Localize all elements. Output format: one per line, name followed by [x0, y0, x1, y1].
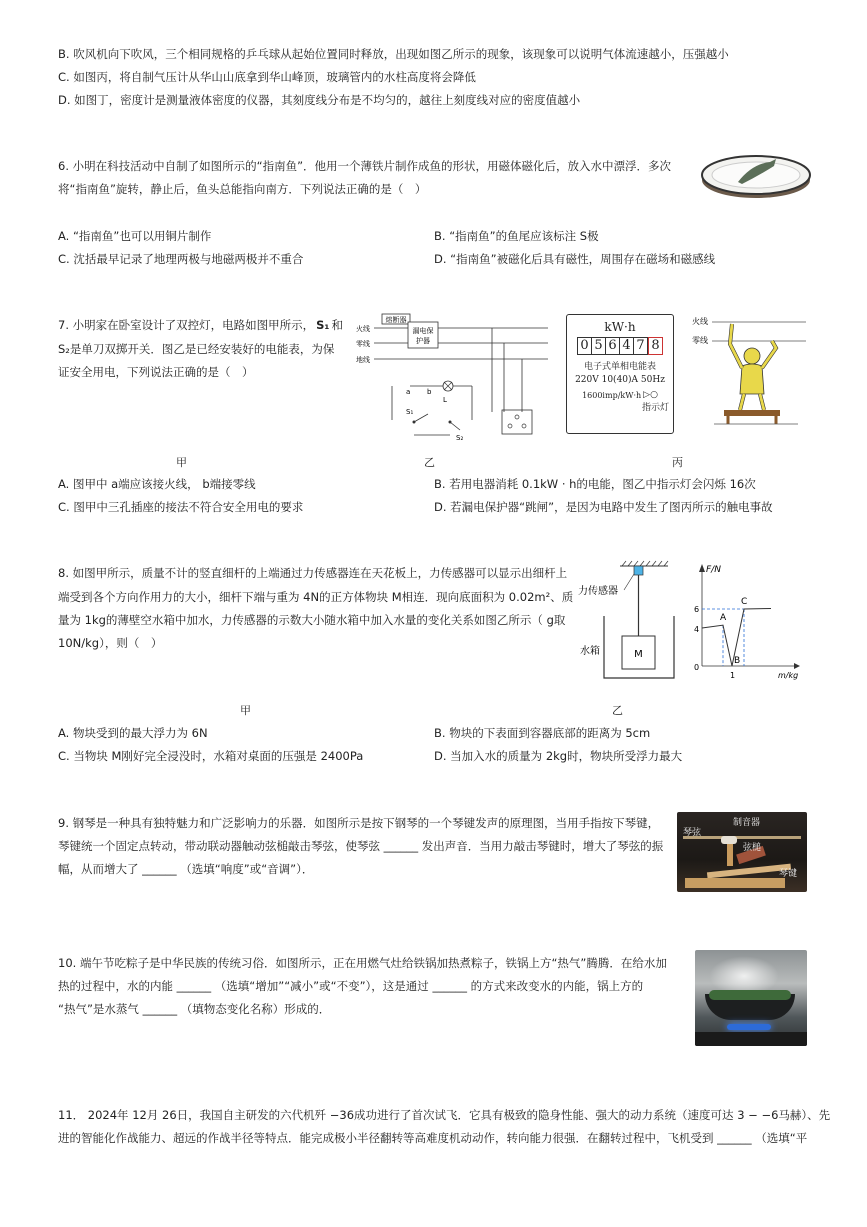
q6-option-a: A. “指南鱼”也可以用铜片制作	[58, 229, 212, 243]
wooden-stool	[724, 410, 780, 416]
q6-option-d: D. “指南鱼”被磁化后具有磁性，周围存在磁场和磁感线	[434, 252, 716, 266]
x-tick-label: 1	[730, 671, 736, 680]
q8-option-b: B. 物块的下表面到容器底部的距离为 5cm	[434, 726, 651, 740]
q8-stem-line1: 8. 如图甲所示，质量不计的竖直细杆的上端通过力传感器连在天花板上，力传感器可以显示出细杆上	[58, 566, 568, 580]
svg-text:火线: 火线	[692, 317, 708, 326]
q10-stem-line3: “热气”是水蒸气 ______ （填物态变化名称）形成的．	[58, 1002, 331, 1016]
electric-shock-figure-bing	[690, 312, 808, 426]
meter-digit-decimal: 8	[648, 337, 663, 355]
q5-option-d: D. 如图丁，密度计是测量液体密度的仪器，其刻度线分布是不均匀的，越往上刻度线对应的密度值越小	[58, 93, 581, 107]
q6-stem-line2: 将“指南鱼”旋转，静止后，鱼头总能指向南方．下列说法正确的是（ ）	[58, 182, 427, 196]
meter-name: 电子式单相电能表	[583, 362, 656, 372]
q10-stem-line1: 10. 端午节吃粽子是中华民族的传统习俗．如图所示，正在用燃气灶给铁锅加热煮粽子，铁锅上方“热气”腾腾．在给水加	[58, 956, 667, 970]
indicator-arrow-icon: ▷○	[643, 390, 658, 400]
svg-text:熔断器: 熔断器	[385, 316, 407, 324]
svg-text:漏电保: 漏电保	[412, 327, 434, 335]
person-head	[744, 348, 760, 364]
q7-option-b: B. 若用电器消耗 0.1kW · h的电能，图乙中指示灯会闪烁 16次	[434, 477, 756, 491]
point-label: A	[720, 613, 727, 624]
svg-text:力传感器: 力传感器	[578, 586, 618, 597]
q8-option-a: A. 物块受到的最大浮力为 6N	[58, 726, 208, 740]
label-damper: 制音器	[733, 818, 761, 828]
q7-caption-jia: 甲	[176, 456, 187, 469]
meter-digit: 6	[606, 337, 620, 355]
q7-caption-bing: 丙	[672, 456, 683, 469]
q6-option-c: C. 沈括最早记录了地理两极与地磁两极并不重合	[58, 252, 304, 266]
q11-stem-line1: 11． 2024年 12月 26日，我国自主研发的六代机歼 −36成功进行了首次试飞．它具有极致的隐身性能、强大的动力系统（速度可达 3 − −6马赫）、先	[58, 1108, 831, 1122]
point-label: B	[734, 656, 741, 666]
force-sensor-tank-figure-jia	[576, 560, 682, 684]
svg-text:地线: 地线	[356, 356, 370, 364]
q7-stem-line2: S₂是单刀双掷开关．图乙是已经安装好的电能表，为保	[58, 342, 335, 356]
meter-spec: 220V 10(40)A 50Hz	[575, 375, 665, 385]
y-tick-label: 4	[694, 625, 700, 634]
zongzi-pot-photo	[695, 950, 807, 1046]
q5-option-c: C. 如图丙，将自制气压计从华山山底拿到华山峰顶，玻璃管内的水柱高度将会降低	[58, 70, 476, 84]
q7-stem-line1: 7. 小明家在卧室设计了双控灯，电路如图甲所示， S₁ 和	[58, 318, 343, 332]
label-hammer: 弦槌	[743, 843, 762, 853]
svg-text:S₁: S₁	[406, 408, 414, 416]
label-key: 琴键	[779, 869, 798, 879]
y-axis-label: F/N	[706, 565, 721, 575]
zongzi	[709, 990, 791, 1000]
svg-text:零线: 零线	[356, 340, 370, 348]
q8-stem-line4: 10N/kg），则（ ）	[58, 636, 163, 650]
force-mass-graph-yi	[690, 560, 810, 686]
q8-stem-line2: 端受到各个方向作用力的大小，细杆下端与重为 4N的正方体物块 M相连．现向底面积为 0.02m²、质	[58, 590, 574, 604]
q7-option-d: D. 若漏电保护器“跳闸”，是因为电路中发生了图丙所示的触电事故	[434, 500, 773, 514]
svg-text:b: b	[427, 388, 432, 396]
q7-option-a: A. 图甲中 a端应该接火线， b端接零线	[58, 477, 256, 491]
q7-caption-yi: 乙	[424, 456, 435, 469]
svg-text:M: M	[634, 649, 643, 660]
q9-stem-line2: 琴键统一个固定点转动，带动联动器触动弦槌敲击琴弦，使琴弦 ______ 发出声音．当用力敲击琴键时，增大了琴弦的振	[58, 839, 664, 853]
q6-option-b: B. “指南鱼”的鱼尾应该标注 S极	[434, 229, 599, 243]
energy-meter-yi	[566, 314, 674, 434]
q8-caption-jia: 甲	[240, 704, 251, 717]
q11-stem-line2: 进的智能化作战能力、超远的作战半径等特点．能完成极小半径翻转等高难度机动动作，转向能力很强．在翻转过程中，飞机受到 ______ （选填“平	[58, 1131, 808, 1145]
q9-stem-line3: 幅，从而增大了 ______ （选填“响度”或“音调”）．	[58, 862, 314, 876]
q8-option-c: C. 当物块 M刚好完全浸没时，水箱对桌面的压强是 2400Pa	[58, 749, 364, 763]
meter-digit: 0	[577, 337, 592, 355]
point-label: C	[741, 597, 748, 607]
svg-text:水箱: 水箱	[580, 646, 600, 657]
q7-option-c: C. 图甲中三孔插座的接法不符合安全用电的要求	[58, 500, 304, 514]
meter-indicator-label: 指示灯	[641, 403, 669, 413]
gas-flame	[727, 1024, 771, 1030]
x-axis-label: m/kg	[778, 671, 799, 680]
meter-digit: 5	[592, 337, 606, 355]
q8-option-d: D. 当加入水的质量为 2kg时，物块所受浮力最大	[434, 749, 683, 763]
meter-imp: 1600imp/kW·h	[582, 390, 642, 400]
force-sensor-box	[634, 566, 643, 575]
svg-text:a: a	[406, 388, 411, 396]
circuit-diagram-jia	[352, 310, 552, 442]
meter-unit: kW·h	[604, 320, 636, 334]
q8-caption-yi: 乙	[612, 704, 623, 717]
q5-option-b: B. 吹风机向下吹风，三个相同规格的乒乓球从起始位置同时释放，出现如图乙所示的现象，该现象可以说明气体流速越小，压强越小	[58, 47, 729, 61]
compass-fish-figure	[700, 150, 812, 200]
y-tick-label: 0	[694, 663, 700, 672]
q6-stem-line1: 6. 小明在科技活动中自制了如图所示的“指南鱼”．他用一个薄铁片制作成鱼的形状，用磁体磁化后，放入水中漂浮．多次	[58, 159, 672, 173]
svg-text:护器: 护器	[416, 337, 430, 345]
svg-text:L: L	[443, 396, 447, 404]
q8-stem-line3: 量为 1kg的薄壁空水箱中加水，力传感器的示数大小随水箱中加入水量的变化关系如图乙所示（ g取	[58, 613, 566, 627]
svg-text:零线: 零线	[692, 336, 708, 345]
q10-stem-line2: 热的过程中，水的内能 ______ （选填“增加”“减小”或“不变”），这是通过 ______ 的方式来改变水的内能，锅上方的	[58, 979, 644, 993]
svg-text:火线: 火线	[356, 325, 370, 333]
label-string: 琴弦	[683, 828, 702, 838]
q9-stem-line1: 9. 钢琴是一种具有独特魅力和广泛影响力的乐器．如图所示是按下钢琴的一个琴键发声的原理图，当用手指按下琴键，	[58, 816, 660, 830]
q7-stem-line3: 证安全用电，下列说法正确的是（ ）	[58, 365, 254, 379]
meter-digits	[567, 337, 673, 355]
meter-digit: 4	[620, 337, 634, 355]
piano-mechanism-photo	[677, 812, 807, 892]
y-tick-label: 6	[694, 605, 700, 614]
svg-text:S₂: S₂	[456, 434, 464, 442]
meter-digit: 7	[634, 337, 648, 355]
